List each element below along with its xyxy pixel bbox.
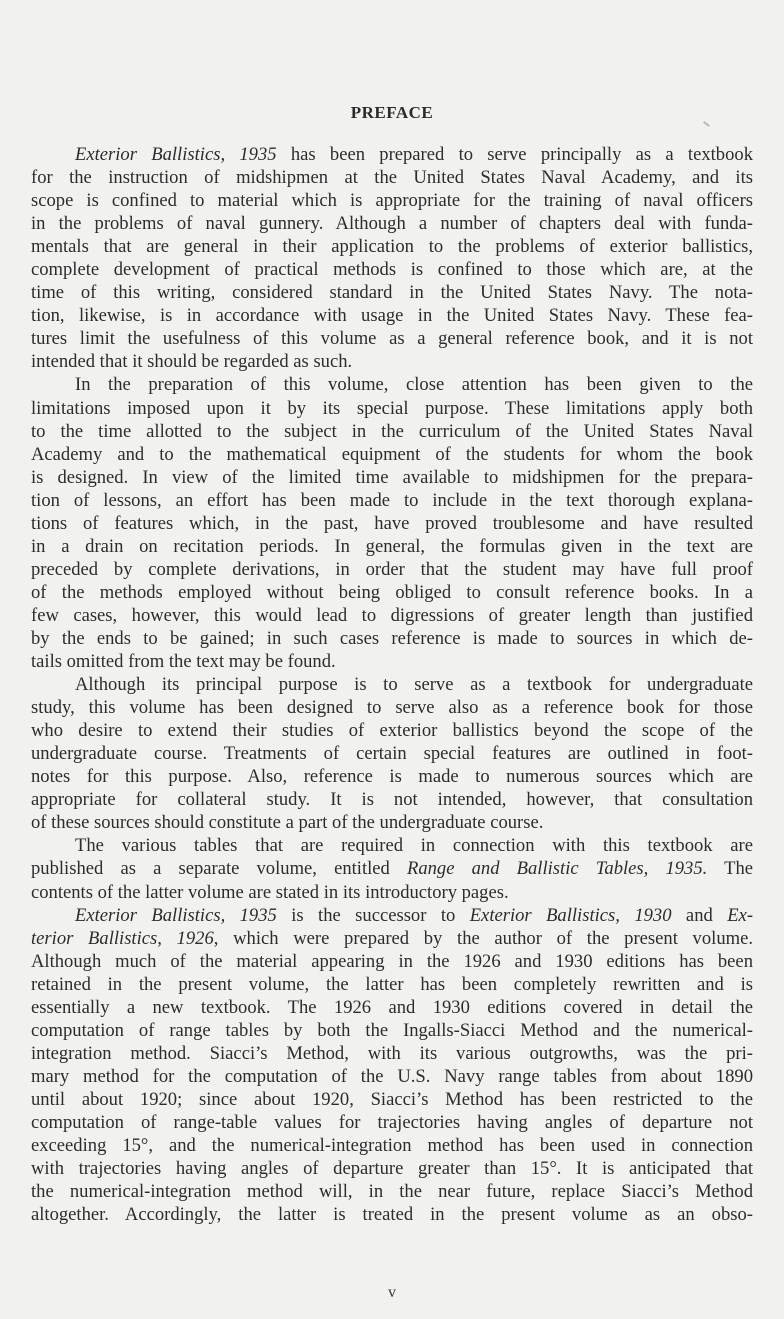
text-line bbox=[31, 350, 753, 373]
text-run: appropriate for collateral study. It is not intended, however, that consultation bbox=[31, 789, 753, 811]
text-line bbox=[31, 627, 753, 650]
text-line bbox=[31, 765, 753, 788]
text-line bbox=[31, 535, 753, 558]
text-line bbox=[31, 212, 753, 235]
text-run: preceded by complete derivations, in order that the student may have full proof bbox=[31, 558, 753, 580]
text-run: to the time allotted to the subject in the curriculum of the United States Naval bbox=[31, 420, 753, 442]
paragraph bbox=[31, 373, 753, 673]
text-run: published as a separate volume, entitled bbox=[31, 858, 407, 880]
text-run: retained in the present volume, the latter has been completely rewritten and is bbox=[31, 973, 753, 995]
text-line bbox=[31, 258, 753, 281]
text-run: computation of range-table values for trajectories having angles of departure not bbox=[31, 1111, 753, 1133]
paragraph bbox=[31, 673, 753, 834]
text-line bbox=[31, 1042, 753, 1065]
text-run: Although its principal purpose is to serve as a textbook for undergraduate bbox=[75, 674, 753, 696]
italic-title: terior Ballistics, 1926 bbox=[31, 927, 214, 949]
text-line bbox=[31, 189, 753, 212]
text-line bbox=[31, 420, 753, 443]
text-run: mary method for the computation of the U.S. Navy range tables from about 1890 bbox=[31, 1065, 753, 1087]
text-line bbox=[31, 489, 753, 512]
italic-title: Exterior Ballistics, 1935 bbox=[75, 904, 277, 926]
text-line bbox=[31, 1088, 753, 1111]
text-line bbox=[31, 581, 753, 604]
paragraph bbox=[31, 834, 753, 903]
text-line bbox=[31, 1065, 753, 1088]
italic-title: Range and Ballistic Tables, 1935. bbox=[406, 858, 708, 880]
text-line bbox=[31, 1019, 753, 1042]
text-run: contents of the latter volume are stated in its introductory pages. bbox=[31, 881, 509, 903]
text-run: undergraduate course. Treatments of certain special features are outlined in foot- bbox=[31, 743, 753, 765]
text-run: , which were prepared by the author of the present volume. bbox=[213, 927, 753, 949]
text-run: of the methods employed without being obliged to consult reference books. In a bbox=[31, 581, 753, 603]
preface-body bbox=[31, 143, 753, 1226]
text-line bbox=[31, 166, 753, 189]
text-line bbox=[31, 235, 753, 258]
italic-title: Ex- bbox=[727, 904, 754, 926]
text-run: has been prepared to serve principally as a textbook bbox=[276, 144, 753, 165]
text-run: until about 1920; since about 1920, Siacci’s Method has been restricted to the bbox=[31, 1088, 753, 1110]
text-line bbox=[31, 834, 753, 857]
text-line bbox=[31, 650, 753, 673]
text-line bbox=[31, 443, 753, 466]
text-run: for the instruction of midshipmen at the United States Naval Academy, and its bbox=[31, 167, 753, 189]
text-run: notes for this purpose. Also, reference is made to numerous sources which are bbox=[31, 766, 753, 788]
text-line bbox=[31, 558, 753, 581]
text-run: tions of features which, in the past, have proved troublesome and have resulted bbox=[31, 512, 753, 534]
text-run: tures limit the usefulness of this volume as a general reference book, and it is not bbox=[31, 328, 753, 350]
text-line bbox=[31, 466, 753, 489]
text-line bbox=[31, 696, 753, 719]
text-run: computation of range tables by both the Ingalls-Siacci Method and the numerical- bbox=[31, 1019, 753, 1041]
text-run: tion of lessons, an effort has been made to include in the text thorough explana- bbox=[31, 489, 753, 511]
text-run: the numerical-integration method will, in the near future, replace Siacci’s Method bbox=[31, 1181, 753, 1203]
text-run: complete development of practical methods is confined to those which are, at the bbox=[31, 259, 753, 281]
text-line bbox=[31, 950, 753, 973]
text-line bbox=[31, 927, 753, 950]
text-line bbox=[31, 327, 753, 350]
text-line bbox=[31, 304, 753, 327]
text-run: time of this writing, considered standard in the United States Navy. The nota- bbox=[31, 282, 753, 304]
text-run: mentals that are general in their application to the problems of exterior ballistics, bbox=[31, 236, 753, 258]
text-line bbox=[31, 719, 753, 742]
text-line bbox=[31, 673, 753, 696]
text-run: of these sources should constitute a part of the undergraduate course. bbox=[31, 812, 544, 834]
text-run: is the successor to bbox=[276, 904, 470, 926]
text-run: tails omitted from the text may be found. bbox=[31, 651, 336, 673]
text-line bbox=[31, 742, 753, 765]
text-run: Although much of the material appearing in the 1926 and 1930 editions has been bbox=[31, 950, 753, 972]
text-line bbox=[31, 973, 753, 996]
text-run: In the preparation of this volume, close attention has been given to the bbox=[75, 374, 753, 396]
text-line bbox=[31, 143, 753, 166]
paragraph bbox=[31, 904, 753, 1227]
text-line bbox=[31, 397, 753, 420]
text-line bbox=[31, 1203, 753, 1226]
text-run: and bbox=[671, 904, 728, 926]
text-run: by the ends to be gained; in such cases reference is made to sources in which de- bbox=[31, 627, 753, 649]
text-run: with trajectories having angles of departure greater than 15°. It is anticipated that bbox=[31, 1158, 753, 1180]
text-line bbox=[31, 811, 753, 834]
text-run: exceeding 15°, and the numerical-integration method has been used in connection bbox=[31, 1135, 753, 1157]
text-run: who desire to extend their studies of exterior ballistics beyond the scope of the bbox=[31, 720, 753, 742]
text-run: few cases, however, this would lead to digressions of greater length than justified bbox=[31, 604, 753, 626]
text-line bbox=[31, 1111, 753, 1134]
text-run: study, this volume has been designed to serve also as a reference book for those bbox=[31, 697, 753, 719]
text-line bbox=[31, 281, 753, 304]
text-line bbox=[31, 1134, 753, 1157]
paragraph bbox=[31, 143, 753, 373]
text-run: is designed. In view of the limited time available to midshipmen for the prepara- bbox=[31, 466, 753, 488]
text-line bbox=[31, 881, 753, 904]
text-run: tion, likewise, is in accordance with usage in the United States Navy. These fea- bbox=[31, 305, 753, 327]
text-run: The various tables that are required in connection with this textbook are bbox=[75, 835, 753, 857]
page-heading: PREFACE bbox=[350, 103, 434, 122]
italic-title: Exterior Ballistics, 1930 bbox=[469, 904, 672, 926]
text-line bbox=[31, 788, 753, 811]
text-line bbox=[31, 1180, 753, 1203]
text-run: scope is confined to material which is appropriate for the training of naval officers bbox=[31, 190, 753, 212]
text-run: altogether. Accordingly, the latter is treated in the present volume as an obso- bbox=[31, 1204, 753, 1226]
text-line bbox=[31, 1157, 753, 1180]
page-number: v bbox=[388, 1284, 396, 1301]
text-run: integration method. Siacci’s Method, with its various outgrowths, was the pri- bbox=[31, 1042, 753, 1064]
italic-title: Exterior Ballistics, 1935 bbox=[75, 144, 277, 165]
text-line bbox=[31, 373, 753, 396]
text-run: The bbox=[707, 858, 753, 880]
text-run: Academy and to the mathematical equipment of the students for whom the book bbox=[31, 443, 753, 465]
text-line bbox=[31, 604, 753, 627]
text-run: essentially a new textbook. The 1926 and 1930 editions covered in detail the bbox=[31, 996, 753, 1018]
text-line bbox=[31, 512, 753, 535]
text-run: in the problems of naval gunnery. Although a number of chapters deal with funda- bbox=[31, 213, 753, 235]
text-line bbox=[31, 857, 753, 880]
text-line bbox=[31, 996, 753, 1019]
text-run: intended that it should be regarded as such. bbox=[31, 351, 353, 373]
text-run: in a drain on recitation periods. In general, the formulas given in the text are bbox=[31, 535, 753, 557]
text-line bbox=[31, 904, 753, 927]
text-run: limitations imposed upon it by its special purpose. These limitations apply both bbox=[31, 397, 753, 419]
